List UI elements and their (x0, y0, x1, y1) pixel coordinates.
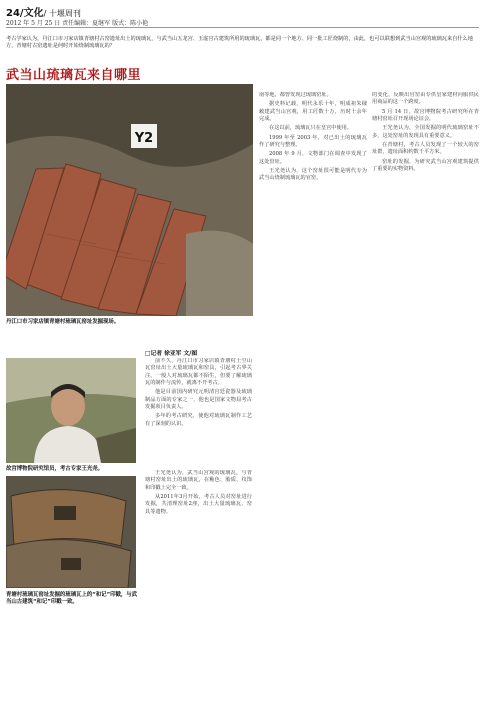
paragraph: 王光尧认为，这个窑址很可能是明代专为武当山烧制琉璃瓦的官窑。 (259, 168, 367, 182)
article-title: 武当山琉璃瓦来自哪里 (6, 68, 142, 83)
paragraph: 据史料记载，明代永乐十年，明成祖朱棣敕建武当山宫观，用工匠数十万，历时十余年完成。 (259, 101, 367, 123)
paragraph: 在这以前，琉璃瓦只在皇宫中使用。 (269, 125, 353, 132)
paragraph: 1999 年至 2003 年，对已出土的琉璃瓦作了研究与整理。 (259, 134, 367, 149)
paragraph: 的变化，反映出官窑由专供皇家建材向服供民用商品的这一个跨度。 (372, 92, 479, 106)
expert-photo (6, 358, 136, 463)
expert-photo-image (6, 358, 136, 463)
kiln-sign-label: Y2 (134, 131, 154, 146)
tiles-photo (6, 476, 136, 588)
stamp-mark (54, 506, 76, 520)
dateline: 2012 年 5 月 25 日 责任编辑：夏继军 版式：陈小艳 (6, 20, 149, 27)
column-3 (259, 92, 367, 682)
paragraph: 多年的考古研究，使他对琉璃瓦制作工艺有了深刻的认识。 (145, 413, 252, 427)
publication-name: / 十堰周刊 (43, 9, 81, 18)
section-name: 文化 (23, 8, 44, 19)
kiln-photo-image (6, 84, 253, 316)
column-2 (145, 470, 252, 680)
expert-photo-caption: 故宫博物院研究馆员，考古专家王光尧。 (6, 466, 104, 472)
paragraph: 王光尧认为，武当山宫观的琉璃瓦，与青塘村窑址出土的琉璃瓦，在釉色、胎质、纹饰和印戳上完全一致。 (145, 470, 252, 491)
tiles-photo-image (6, 476, 136, 588)
paragraph: 5 月 14 日，故宫博物院考古研究所在青塘村窑址召开现场论证会。 (372, 108, 479, 123)
lead-paragraph: 考古学家认为，丹江口市习家店镇青塘村古窑遗址出土的琉璃瓦，与武当山五龙宫、玉虚宫古建筑所用的琉璃瓦，都是同一个地方、同一批工匠烧制的，由此，也可以联想到武当山宫观的琉璃瓦来自什么地方，青塘村古窑遗址是何时开始烧制琉璃瓦的？ (6, 36, 473, 50)
paragraph: 王光尧认为，全国发掘的明代琉璃窑址不多，这处窑址的发现具有重要意义。 (372, 125, 479, 139)
paragraph: 在青塘村，考古人员发现了一个较大的窑址群，遗址面积约数千平方米。 (372, 142, 479, 156)
paragraph: 南等地，都曾发现过琉璃窑址。 (259, 92, 332, 98)
paragraph: 前不久，丹江口市习家店镇青塘村土空山瓦窑址出土大量琉璃瓦和窑具，引起考古界关注。一般人对琉璃瓦都不陌生，但要了解琉璃瓦的制作与流传，就离不开考古。 (145, 358, 252, 387)
page-number (6, 4, 81, 19)
kiln-photo (6, 84, 253, 316)
byline: □记者 徐亚军 文/图 (145, 351, 198, 357)
paragraph: 从2011年3月开始，考古人员对窑址进行发掘，共清理窑址2座，出土大量琉璃瓦、窑具等遗物。 (145, 494, 252, 515)
column-4 (372, 92, 479, 682)
header-rule (6, 27, 479, 28)
kiln-photo-caption: 丹江口市习家店镇青塘村琉璃瓦窑址发掘现场。 (6, 319, 120, 325)
paragraph: 窑址的发掘，为研究武当山宫观建筑提供了重要的实物资料。 (372, 158, 479, 173)
stamp-mark (61, 558, 81, 570)
paragraph: 2008 年 9 月，文物部门在调查中发现了这处窑址。 (259, 151, 367, 165)
paragraph: 他是目前国内研究元明清宫廷瓷器及琉璃制品方面的专家之一，他也是国家文物局考古发掘项目负责人。 (145, 389, 252, 411)
page-header (6, 4, 479, 30)
tiles-photo-caption: 青塘村琉璃瓦窑址发掘的琉璃瓦上的“和记”印戳，与武当山古建筑“和记”印戳一致。 (6, 592, 138, 605)
page-number-value: 24/ (6, 8, 24, 19)
